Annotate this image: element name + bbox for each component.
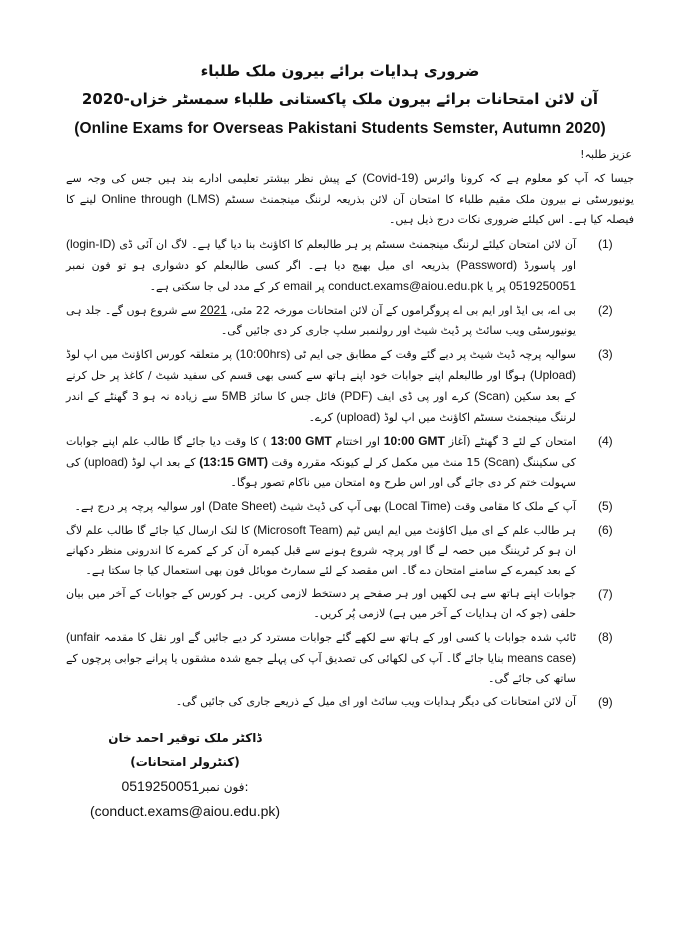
item-text [66,300,576,341]
instruction-item-4 [66,431,634,493]
item-text [66,496,576,517]
item-text-part: سے زیادہ نہ ہو 3 گھنٹے کے اندر لرننگ مینجمنٹ سسٹم اکاؤنٹ میں اپ لوڈ [66,390,576,424]
intro-covid: (Covid-19) [362,171,419,185]
unfair-means-term: (unfair means case) [66,630,576,665]
item-number: (7) [598,587,613,601]
item-text-part: پر [315,280,325,293]
exam-start-gmt: 10:00 GMT [383,434,445,448]
upload-deadline-gmt: (13:15 GMT) [199,455,269,469]
item-number: (5) [598,499,613,513]
item-text-part: فائل جس کا سائز [251,390,336,403]
item-number: (2) [598,303,613,317]
item-text-part: بھی آپ کی ڈیٹ شیٹ [279,500,382,513]
phone-number: 0519250051 [509,279,576,293]
email-term: email [283,279,313,293]
title-urdu: ضروری ہدایات برائے بیرون ملک طلباء [200,62,480,80]
item-text-part: کے بعد اپ لوڈ [131,456,196,469]
item-number: (8) [598,630,613,644]
item-text-part: سوالیہ پرچہ ڈیٹ شیٹ پر دیے گئے وقت کے مطابق جی ایم ٹی [293,348,577,361]
instruction-item-8 [66,627,634,689]
item-text-part: بنایا جائے گا۔ آپ کی لکھائی کی تصدیق آپ کی پہلے جمع شدہ مشقوں یا پرانے جوابی پرچوں کے ساتھ کی جائے گی۔ [66,652,576,685]
salutation: عزیز طلبہ! [580,148,632,161]
item-text: جوابات اپنے ہاتھ سے ہی لکھیں اور ہر صفحے پر دستخط لازمی کریں۔ ہر کورس کے جوابات کے آخر میں بیان حلفی (جو کہ ان ہدایات کے آخر میں ہے) لازمی پُر کریں۔ [66,587,576,620]
item-number: (6) [598,523,613,537]
item-number: (3) [598,347,613,361]
item-text-part: کرے اور پی ڈی ایف [376,390,470,403]
item-text-part: ہوگا اور طالبعلم اپنے جوابات خود اپنے ہاتھ سے کسی بھی قسم کی سفید شیٹ / کاغذ پر حل کرنے کے بعد سکین [66,369,576,403]
item-text [66,431,576,493]
intro-text-3: لینے کا فیصلہ کیا ہے۔ اس کیلئے ضروری نکات درج ذیل ہیں۔ [66,193,634,226]
local-time-term: (Local Time) [384,499,451,513]
item-text-part: 15 منٹ میں مکمل کر لے کیونکہ مقررہ وقت [271,456,481,469]
signatory-designation: (کنٹرولر امتحانات) [130,755,240,769]
instruction-item-1 [66,234,634,297]
intro-text-1: جیسا کہ آپ کو معلوم ہے کہ کرونا وائرس [424,172,635,185]
scan-term: (Scan) [483,455,520,469]
password-term: (Password) [456,258,518,272]
ms-team-term: (Microsoft Team) [253,523,343,537]
item-text-part: آن لائن امتحان کیلئے لرننگ مینجمنٹ سسٹم پر ہر طالبعلم کا اکاؤنٹ بنا دیا گیا ہے۔ لاگ ان آئی ڈی [119,238,577,251]
item-text-part: ہر طالب علم کے ای میل اکاؤنٹ میں ایم ایس ٹیم [346,524,576,537]
item-text-part: پر متعلقہ کورس اکاؤنٹ میں اپ لوڈ [66,348,233,361]
item-text-part: بی اے، بی ایڈ اور ایم بی اے پروگراموں کے آن لائن امتحانات مورخہ 22 مئی، [230,304,576,317]
item-text-part: کا لنک ارسال کیا جائے گا طالب علم لاگ ان ہو کر ٹریننگ میں حصہ لے گا اور پرچہ شروع ہونے سے قبل کیمرہ آن کر کے کمرے کا اندرونی منظر دکھانے کے بعد کیمرے کے سامنے امتحان دے گا۔ اس مقصد کے لئے سمارٹ موبائل فون بھی استعمال کیا جا سکتا ہے۔ [66,524,576,577]
item-text-part: آپ کے ملک کا مقامی وقت [454,500,576,513]
item-text [66,520,576,581]
instruction-list [66,234,634,712]
signature-block [70,726,300,823]
item-text-part: اور اختتام [335,435,380,448]
exam-year: 2021 [200,303,227,317]
item-text-part: کی سہولت ختم کر دی جائے گی اور اس طرح وہ امتحان میں ناکام تصور ہوگا۔ [66,456,576,489]
signatory-email[interactable]: (conduct.exams@aiou.edu.pk) [89,803,281,819]
instruction-item-7 [66,584,634,624]
item-text-part: امتحان کے لئے 3 گھنٹے (آغاز [448,435,576,448]
login-id-term: (login-ID) [66,237,116,251]
item-number: (9) [598,695,613,709]
instruction-item-9 [66,692,634,712]
signatory-name: ڈاکٹر ملک توقیر احمد خان [108,731,262,745]
pdf-term: (PDF) [340,389,373,403]
item-text-part: اور سوالیہ پرچہ پر درج ہے۔ [74,500,205,513]
subtitle-urdu: آن لائن امتحانات برائے بیرون ملک پاکستانی طلباء سمسٹر خزاں-2020 [81,90,599,108]
item-text-part: سے شروع ہوں گے۔ جلد ہی یونیورسٹی ویب سائٹ پر ڈیٹ شیٹ اور رولنمبر سلپ جاری کر دی جائیں گی۔ [66,304,576,337]
intro-paragraph [66,168,634,230]
phone-number: 0519250051 [121,778,200,794]
item-text-part: پر یا [486,280,506,293]
instruction-item-3 [66,344,634,428]
email-address[interactable]: conduct.exams@aiou.edu.pk [328,279,484,293]
item-number: (4) [598,434,613,448]
upload-term: (upload) [336,410,381,424]
intro-lms: Online through (LMS) [101,192,220,206]
item-text-part: ٹائپ شدہ جوابات یا کسی اور کے ہاتھ سے لکھے گئے جوابات مسترد کر دیے جائیں گے اور نقل کا مقدمہ [103,631,577,644]
title-english: (Online Exams for Overseas Pakistani Students Semster, Autumn 2020) [74,120,606,137]
date-sheet-term: (Date Sheet) [208,499,277,513]
item-number: (1) [598,237,613,251]
upload-term: (Upload) [529,368,576,382]
item-text-part: اور پاسورڈ [523,259,577,272]
item-text: آن لائن امتحانات کی دیگر ہدایات ویب سائٹ اور ای میل کے ذریعے جاری کی جائیں گی۔ [175,695,576,708]
item-text [66,627,576,689]
instruction-item-6 [66,520,634,581]
item-text-part: ) کا وقت دیا جائے گا طالب علم اپنے جوابات کی سکیننگ [66,435,576,469]
intro-text-2: کے پیش نظر بیشتر تعلیمی ادارے بند ہیں جس کی وجہ سے یونیورسٹی نے بیرون ملک مقیم طلباء کا امتحان آن لائن بذریعہ لرننگ مینجمنٹ سسٹم [66,172,634,206]
file-size-limit: 5MB [221,389,247,403]
upload-term: (upload) [84,455,129,469]
phone-label: فون نمبر: [199,780,249,794]
instruction-item-5 [66,496,634,517]
start-time: (10:00hrs) [235,347,291,361]
instruction-item-2 [66,300,634,341]
item-text-part: کرے۔ [308,411,333,424]
item-text-part: کر کے مدد لی جا سکتی ہے۔ [149,280,280,293]
item-text-part: بذریعہ ای میل بھیج دیا ہے۔ اگر کسی طالبعلم کو دشواری ہو تو فون نمبر [66,259,450,272]
item-text [66,344,576,428]
scan-term: (Scan) [474,389,510,403]
exam-end-gmt: 13:00 GMT [270,434,332,448]
item-text [66,234,576,297]
signatory-phone [70,774,300,799]
